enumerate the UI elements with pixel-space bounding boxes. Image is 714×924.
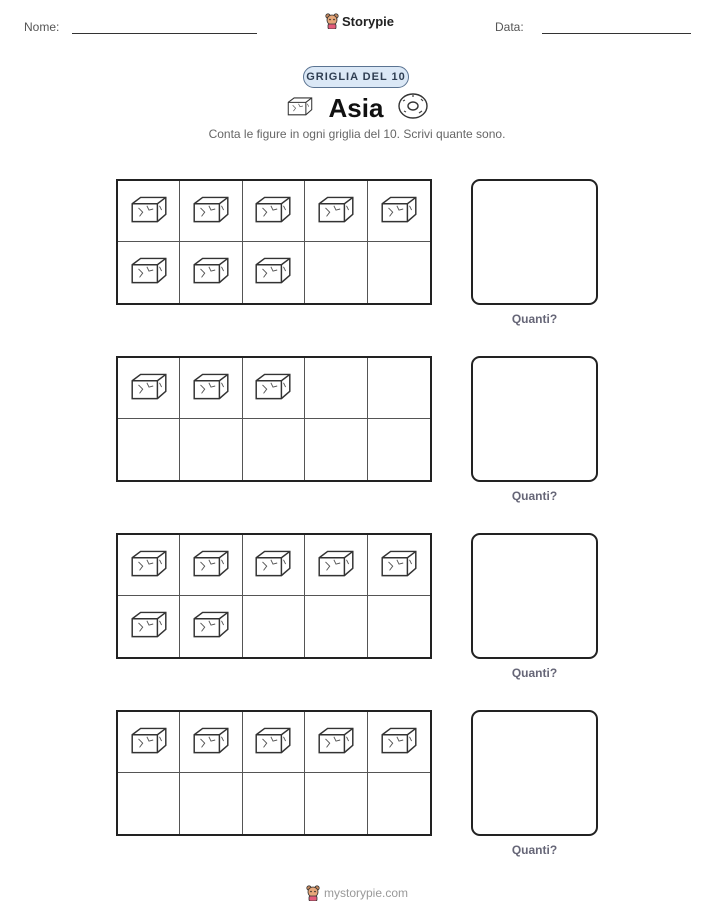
stone-block-icon xyxy=(252,547,294,584)
ten-frame-cell xyxy=(243,535,305,596)
stone-block-icon xyxy=(190,254,232,291)
stone-block-icon xyxy=(128,547,170,584)
stone-block-icon xyxy=(378,547,420,584)
bear-icon xyxy=(306,885,320,901)
stone-block-icon xyxy=(315,193,357,230)
stone-block-icon xyxy=(315,547,357,584)
stone-block-icon xyxy=(252,254,294,291)
ten-frame-cell xyxy=(368,712,430,773)
stone-block-icon xyxy=(190,193,232,230)
ten-frame-cell xyxy=(180,773,242,834)
ten-frame-cell xyxy=(243,773,305,834)
ten-frame-cell xyxy=(243,358,305,419)
brand-logo xyxy=(325,13,394,29)
title-row xyxy=(0,92,714,125)
page-title: Asia xyxy=(328,93,384,123)
ten-frame-cell xyxy=(368,358,430,419)
stone-block-icon xyxy=(378,724,420,761)
ten-frame-cell xyxy=(118,358,180,419)
stone-block-icon xyxy=(252,370,294,407)
stone-block-icon xyxy=(128,608,170,645)
ten-frame-cell xyxy=(180,596,242,657)
answer-box-4[interactable] xyxy=(471,710,598,836)
date-label: Data: xyxy=(495,20,524,34)
stone-block-icon xyxy=(190,370,232,407)
donut-icon xyxy=(397,92,429,125)
answer-box-3[interactable] xyxy=(471,533,598,659)
ten-frame-cell xyxy=(368,181,430,242)
answer-label: Quanti? xyxy=(511,312,558,326)
ten-frame-2 xyxy=(116,356,432,482)
ten-frame-cell xyxy=(180,181,242,242)
ten-frame-cell xyxy=(368,419,430,480)
instructions: Conta le figure in ogni griglia del 10. Scrivi quante sono. xyxy=(208,127,506,141)
ten-frame-cell xyxy=(305,419,367,480)
stone-block-icon xyxy=(190,724,232,761)
stone-block-icon xyxy=(252,724,294,761)
date-line[interactable] xyxy=(542,33,691,34)
answer-label: Quanti? xyxy=(511,666,558,680)
stone-block-icon xyxy=(128,724,170,761)
ten-frame-cell xyxy=(368,242,430,303)
answer-label: Quanti? xyxy=(511,843,558,857)
ten-frame-cell xyxy=(118,596,180,657)
stone-block-icon xyxy=(190,547,232,584)
ten-frame-cell xyxy=(118,773,180,834)
ten-frame-3 xyxy=(116,533,432,659)
answer-label: Quanti? xyxy=(511,489,558,503)
ten-frame-cell xyxy=(118,535,180,596)
ten-frame-cell xyxy=(180,535,242,596)
stone-block-icon xyxy=(378,193,420,230)
ten-frame-cell xyxy=(118,419,180,480)
ten-frame-cell xyxy=(243,712,305,773)
stone-block-icon xyxy=(190,608,232,645)
footer-url[interactable]: mystorypie.com xyxy=(323,886,409,900)
ten-frame-cell xyxy=(305,181,367,242)
name-line[interactable] xyxy=(72,33,257,34)
stone-block-icon xyxy=(128,254,170,291)
ten-frame-cell xyxy=(305,712,367,773)
ten-frame-cell xyxy=(180,242,242,303)
ten-frame-cell xyxy=(243,596,305,657)
stone-block-icon xyxy=(315,724,357,761)
ten-frame-cell xyxy=(368,596,430,657)
ten-frame-cell xyxy=(180,419,242,480)
ten-frame-cell xyxy=(305,596,367,657)
ten-frame-cell xyxy=(305,535,367,596)
bear-icon xyxy=(325,13,339,29)
stone-block-icon xyxy=(128,193,170,230)
stone-block-icon xyxy=(285,95,315,122)
stone-block-icon xyxy=(252,193,294,230)
ten-frame-cell xyxy=(118,712,180,773)
stone-block-icon xyxy=(128,370,170,407)
name-label: Nome: xyxy=(24,20,60,34)
ten-frame-cell xyxy=(118,181,180,242)
answer-box-2[interactable] xyxy=(471,356,598,482)
ten-frame-cell xyxy=(368,535,430,596)
ten-frame-cell xyxy=(243,242,305,303)
ten-frame-1 xyxy=(116,179,432,305)
ten-frame-cell xyxy=(368,773,430,834)
ten-frame-cell xyxy=(243,419,305,480)
ten-frame-cell xyxy=(305,773,367,834)
ten-frame-4 xyxy=(116,710,432,836)
worksheet-type-badge: GRIGLIA DEL 10 xyxy=(303,66,409,88)
brand-name: Storypie xyxy=(342,13,395,29)
ten-frame-cell xyxy=(118,242,180,303)
ten-frame-cell xyxy=(243,181,305,242)
ten-frame-cell xyxy=(180,712,242,773)
answer-box-1[interactable] xyxy=(471,179,598,305)
ten-frame-cell xyxy=(305,358,367,419)
footer xyxy=(0,885,714,901)
ten-frame-cell xyxy=(180,358,242,419)
ten-frame-cell xyxy=(305,242,367,303)
